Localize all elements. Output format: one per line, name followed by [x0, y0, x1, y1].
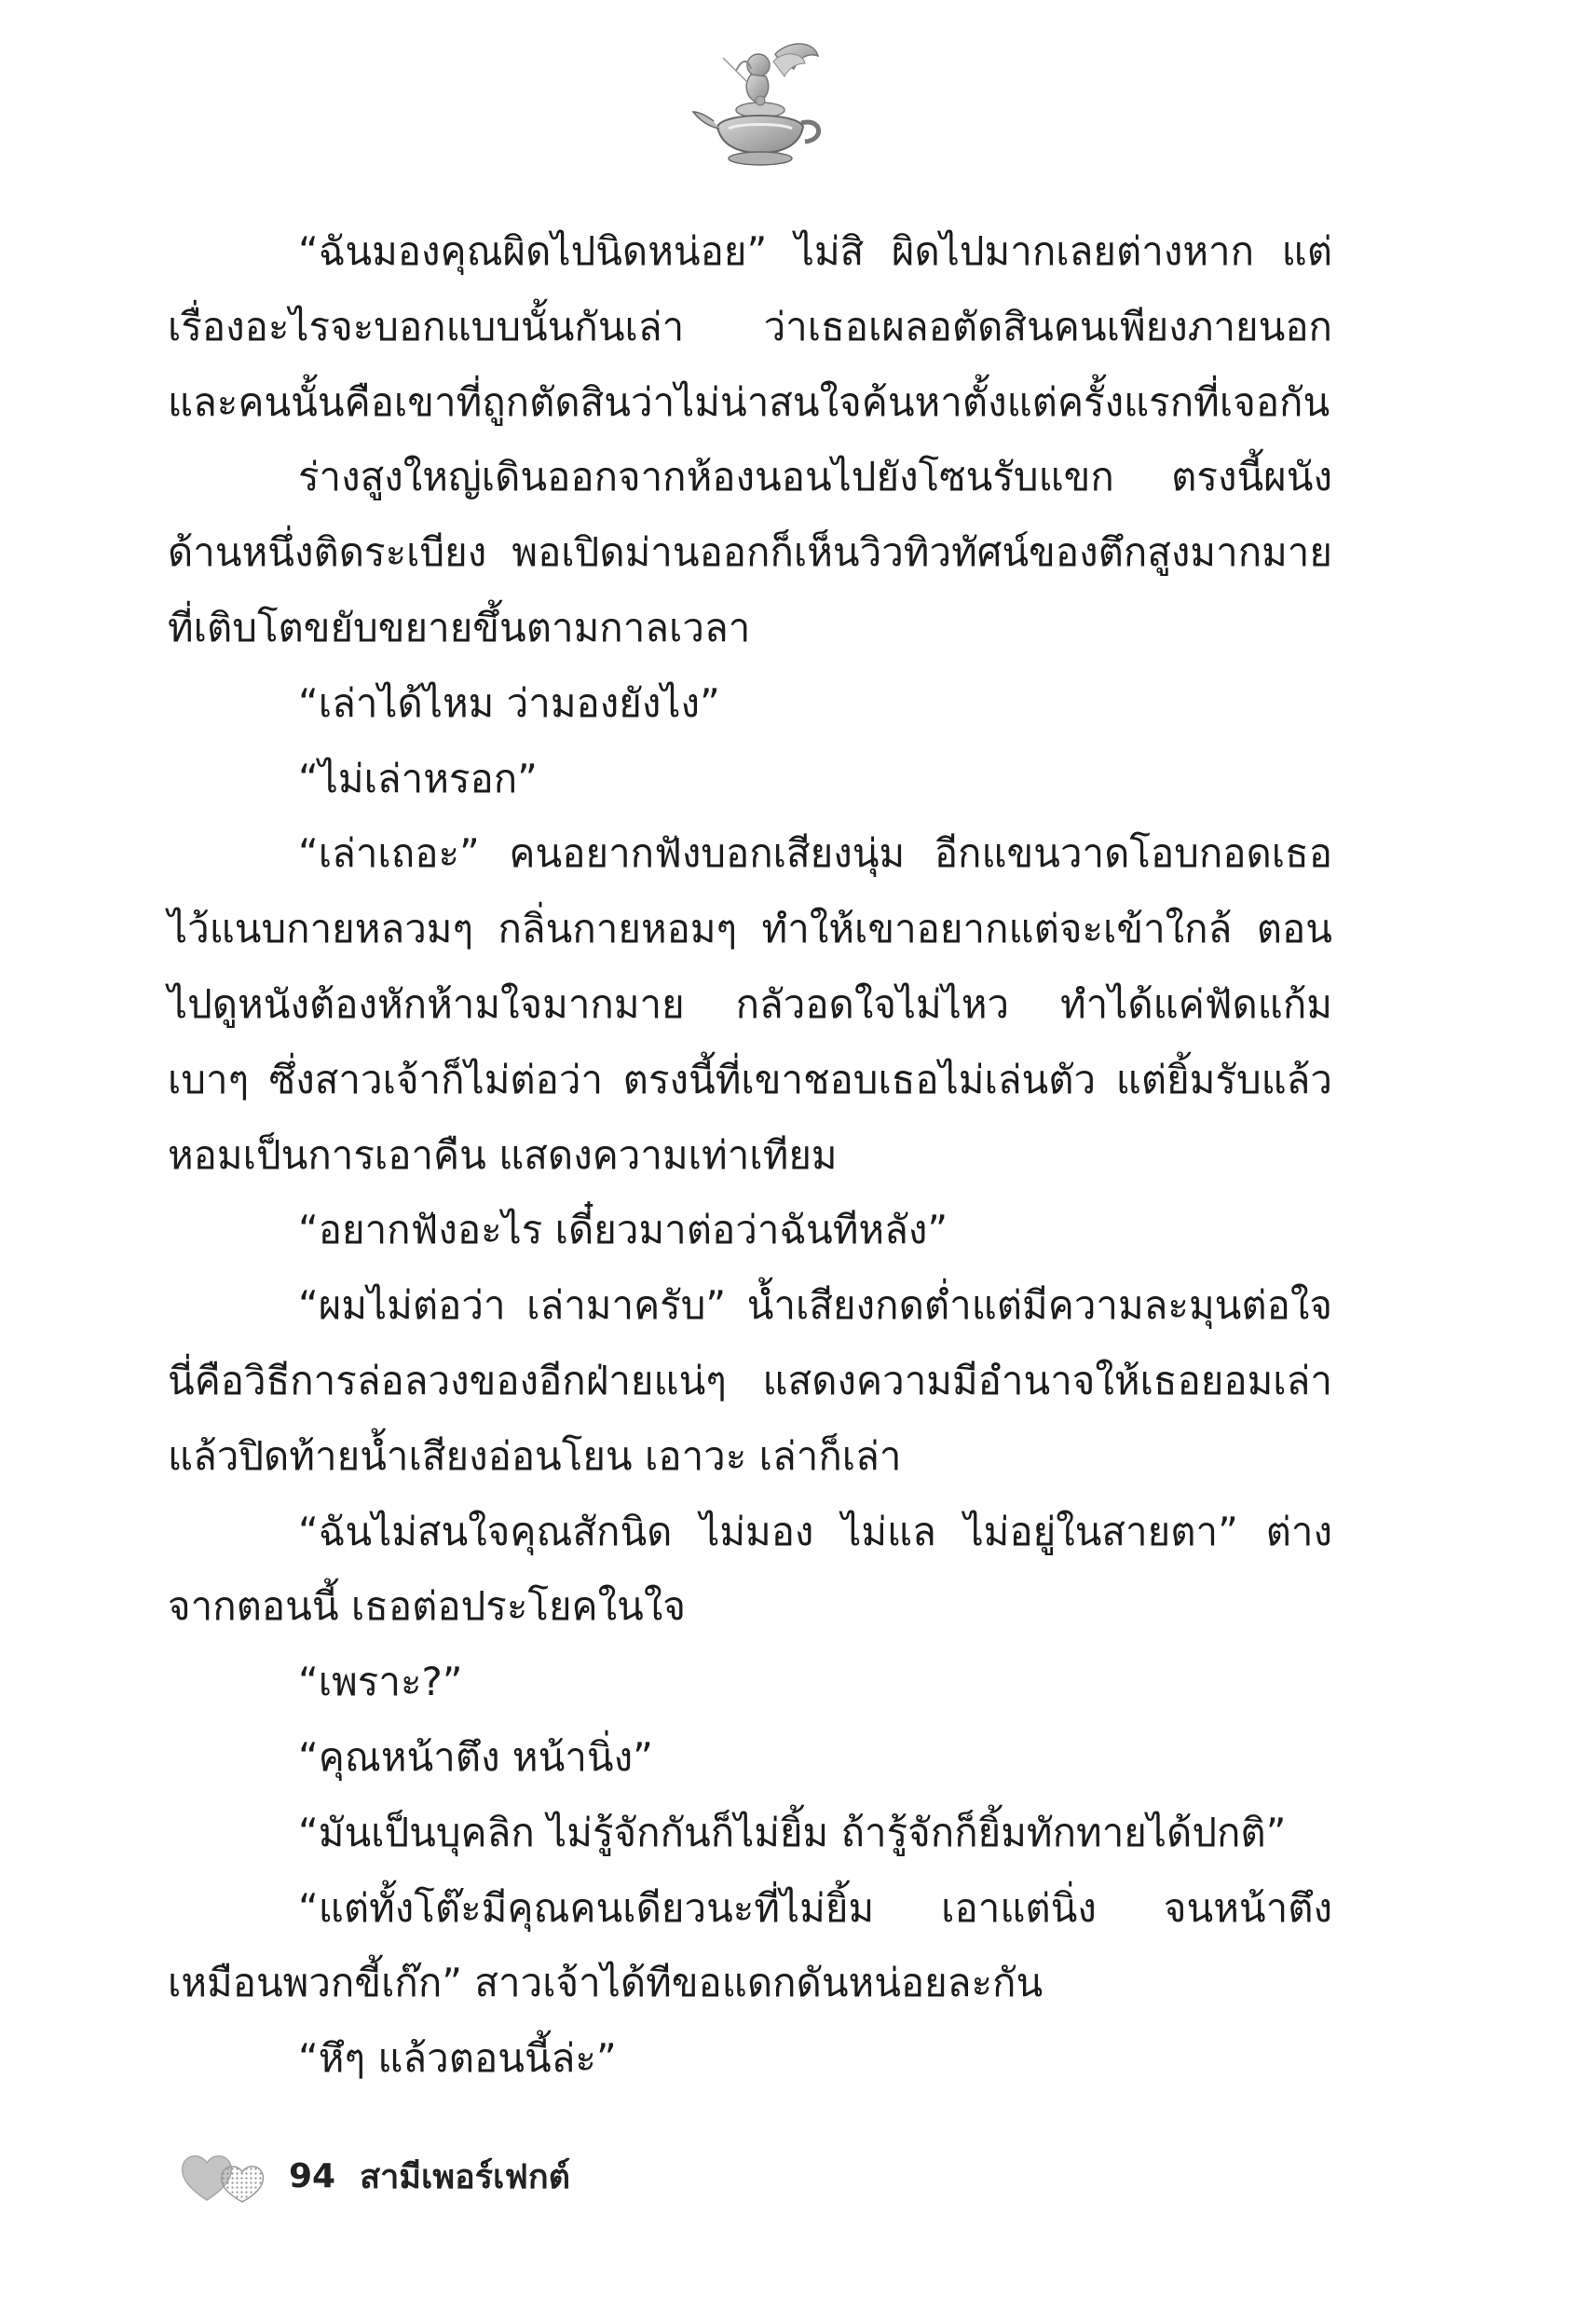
book-title: สามีเพอร์เฟกต์	[360, 2157, 570, 2196]
paragraph: “ผมไม่ต่อว่า เล่ามาครับ” น้ำเสียงกดต่ำแต่มีความละมุนต่อใจ นี่คือวิธีการล่อลวงของอีกฝ่ายแน่ๆ แสดงความมีอำนาจให้เธอยอมเล่า แล้วปิดท้ายน้ำเสียงอ่อนโยน เอาวะ เล่าก็เล่า	[168, 1282, 1332, 1479]
paragraph: “แต่ทั้งโต๊ะมีคุณคนเดียวนะที่ไม่ยิ้ม เอาแต่นิ่ง จนหน้าตึงเหมือนพวกขี้เก๊ก” สาวเจ้าได้ทีขอแดกดันหน่อยละกัน	[168, 1884, 1332, 2006]
paragraph: “เล่าเถอะ” คนอยากฟังบอกเสียงนุ่ม อีกแขนวาดโอบกอดเธอไว้แนบกายหลวมๆ กลิ่นกายหอมๆ ทำให้เขาอยากแต่จะเข้าใกล้ ตอนไปดูหนังต้องหักห้ามใจมากมาย กลัวอดใจไม่ไหว ทำได้แค่ฟัดแก้มเบาๆ ซึ่งสาวเจ้าก็ไม่ต่อว่า ตรงนี้ที่เขาชอบเธอไม่เล่นตัว แต่ยิ้มรับแล้วหอมเป็นการเอาคืน แสดงความเท่าเทียม	[168, 830, 1332, 1178]
paragraph: “ฉันมองคุณผิดไปนิดหน่อย” ไม่สิ ผิดไปมากเลยต่างหาก แต่เรื่องอะไรจะบอกแบบนั้นกันเล่า ว่าเธอเผลอตัดสินคนเพียงภายนอก และคนนั้นคือเขาที่ถูกตัดสินว่าไม่น่าสนใจค้นหาตั้งแต่ครั้งแรกที่เจอกัน	[168, 228, 1332, 425]
paragraph: “เล่าได้ไหม ว่ามองยังไง”	[298, 679, 720, 726]
page-footer	[179, 2143, 570, 2208]
paragraph: “หึๆ แล้วตอนนี้ล่ะ”	[298, 2035, 617, 2082]
page-body	[168, 214, 1332, 2097]
paragraph: ร่างสูงใหญ่เดินออกจากห้องนอนไปยังโซนรับแขก ตรงนี้ผนังด้านหนึ่งติดระเบียง พอเปิดม่านออกก็เห็นวิวทิวทัศน์ของตึกสูงมากมายที่เติบโตขยับขยายขึ้นตามกาลเวลา	[168, 454, 1332, 650]
cupid-teapot-icon	[686, 37, 835, 177]
paragraph: “ฉันไม่สนใจคุณสักนิด ไม่มอง ไม่แล ไม่อยู่ในสายตา” ต่างจากตอนนี้ เธอต่อประโยคในใจ	[168, 1508, 1332, 1630]
page-number: 94	[289, 2156, 336, 2195]
paragraph: “คุณหน้าตึง หน้านิ่ง”	[298, 1733, 653, 1780]
paragraph: “เพราะ?”	[298, 1659, 463, 1705]
paragraph: “ไม่เล่าหรอก”	[298, 755, 538, 801]
hearts-icon	[179, 2148, 272, 2204]
paragraph: “อยากฟังอะไร เดี๋ยวมาต่อว่าฉันทีหลัง”	[298, 1207, 948, 1253]
paragraph: “มันเป็นบุคลิก ไม่รู้จักกันก็ไม่ยิ้ม ถ้ารู้จักก็ยิ้มทักทายได้ปกติ”	[298, 1809, 1287, 1855]
